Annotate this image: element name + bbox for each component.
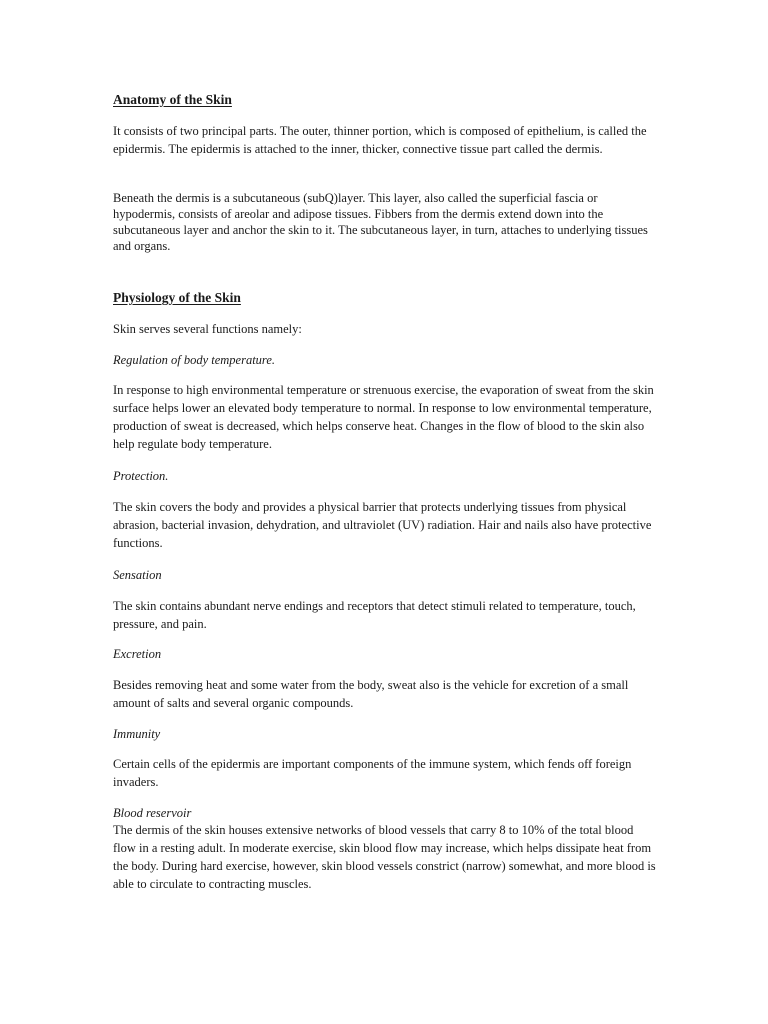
physiology-heading: Physiology of the Skin (113, 290, 241, 305)
anatomy-paragraph-2: Beneath the dermis is a subcutaneous (subQ)layer. This layer, also called the superficial fascia or hypodermis, consists of areolar and adipose tissues. Fibbers from the dermis extend down into the subcutaneous layer and anchor the skin to it. The subcutaneous layer, in turn, attaches to underlying tissues and organs. (113, 191, 648, 253)
section-body-blood-reservoir: The dermis of the skin houses extensive networks of blood vessels that carry 8 to 10% of the total blood flow in a resting adult. In moderate exercise, skin blood flow may increase, which helps dissipate heat from the body. During hard exercise, however, skin blood vessels constrict (narrow) somewhat, and more blood is able to circulate to contracting muscles. (113, 823, 656, 891)
physiology-intro: Skin serves several functions namely: (113, 322, 302, 336)
section-title-blood-reservoir: Blood reservoir (113, 806, 192, 820)
anatomy-heading: Anatomy of the Skin (113, 92, 232, 107)
section-title-excretion: Excretion (113, 647, 162, 661)
section-body-sensation: The skin contains abundant nerve endings and receptors that detect stimuli related to temperature, touch, pressure, and pain. (113, 599, 636, 631)
section-title-sensation: Sensation (113, 568, 162, 582)
section-title-immunity: Immunity (113, 727, 161, 741)
section-body-protection: The skin covers the body and provides a physical barrier that protects underlying tissues from physical abrasion, bacterial invasion, dehydration, and ultraviolet (UV) radiation. Hair and nails also have protective functions. (113, 500, 652, 550)
anatomy-paragraph-1: It consists of two principal parts. The outer, thinner portion, which is composed of epithelium, is called the epidermis. The epidermis is attached to the inner, thicker, connective tissue part called the dermis. (113, 124, 647, 156)
section-title-temperature: Regulation of body temperature. (113, 353, 276, 367)
section-body-excretion: Besides removing heat and some water from the body, sweat also is the vehicle for excretion of a small amount of salts and several organic compounds. (113, 678, 629, 710)
section-body-immunity: Certain cells of the epidermis are important components of the immune system, which fends off foreign invaders. (113, 757, 632, 789)
section-title-protection: Protection. (113, 469, 169, 483)
section-body-temperature: In response to high environmental temperature or strenuous exercise, the evaporation of sweat from the skin surface helps lower an elevated body temperature to normal. In response to low environmental temperature, production of sweat is decreased, which helps conserve heat. Changes in the flow of blood to the skin also help regulate body temperature. (113, 383, 654, 451)
